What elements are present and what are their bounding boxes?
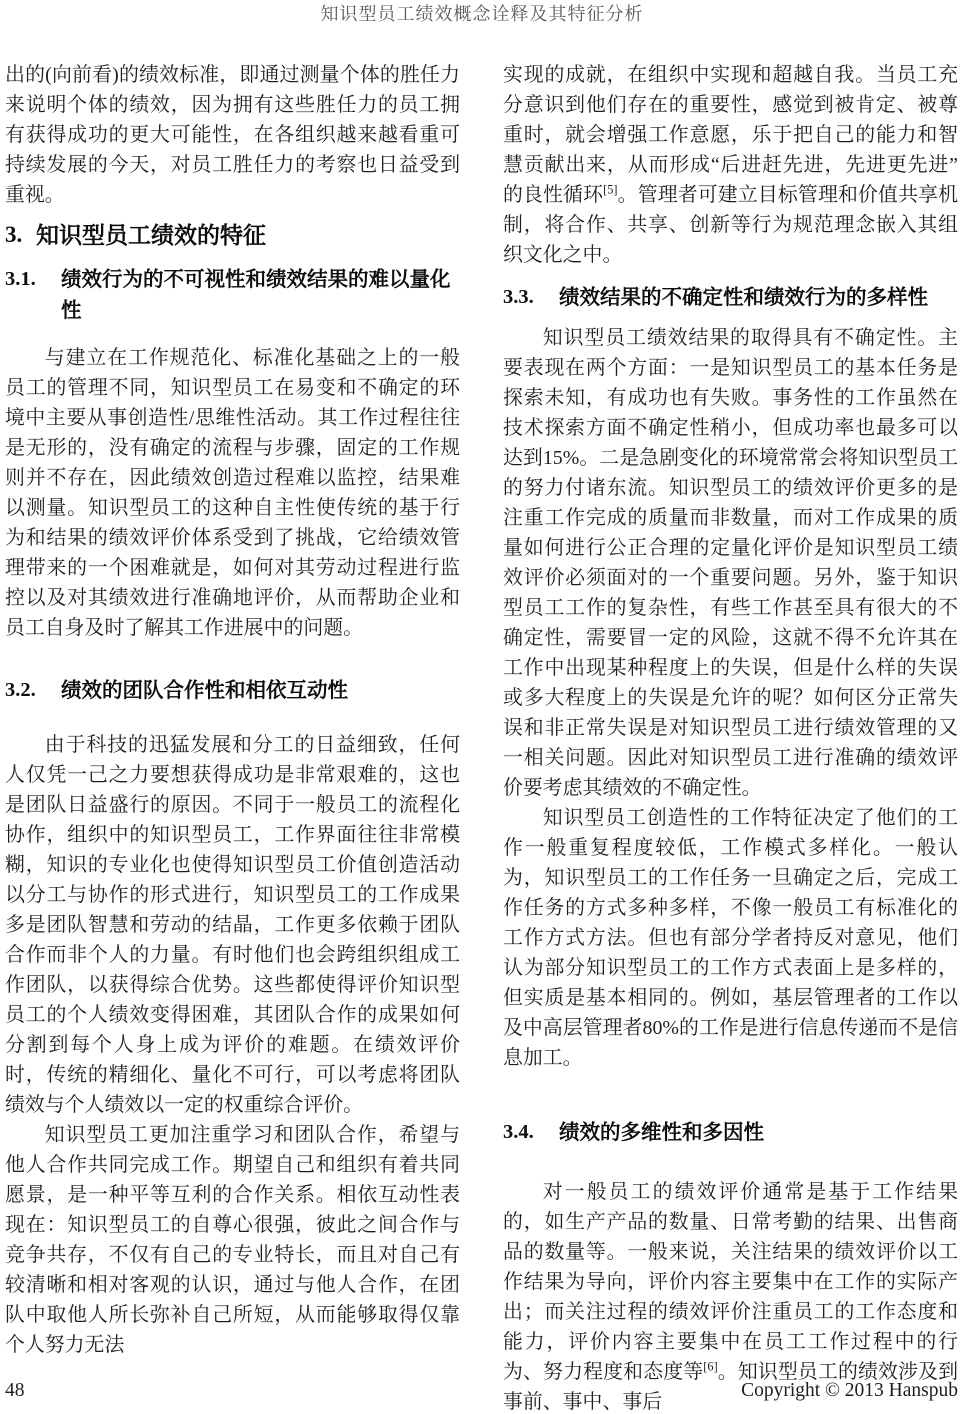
page-footer [5, 1380, 958, 1402]
right-column [503, 60, 958, 1414]
section-number: 3. [5, 222, 23, 247]
paragraph-3-2-second: 知识型员工更加注重学习和团队合作，希望与他人合作共同完成工作。期望自己和组织有着共同愿景，是一种平等互利的合作关系。相依互动性表现在：知识型员工的自尊心很强，彼此之间合作与竞争共存，不仅有自己的专业特长，而且对自己有较清晰和相对客观的认识，通过与他人合作，在团队中取他人所长弥补自己所短，从而能够取得仅靠个人努力无法 [5, 1124, 460, 1356]
running-header-title: 知识型员工绩效概念诠释及其特征分析 [320, 4, 644, 24]
page-number: 48 [5, 1380, 25, 1401]
subsection-title: 绩效的团队合作性和相依互动性 [61, 679, 348, 702]
copyright-notice: Copyright © 2013 Hanspub [741, 1380, 958, 1401]
left-column [5, 60, 460, 1414]
paragraph-3-3-second: 知识型员工创造性的工作特征决定了他们的工作一般重复程度较低，工作模式多样化。一般认为，知识型员工的工作任务一旦确定之后，完成工作任务的方式多种多样，不像一般员工有标准化的工作方式方法。但也有部分学者持反对意见，他们认为部分知识型员工的工作方式表面上是多样的，但实质是基本相同的。例如，基层管理者的工作以及中高层管理者80%的工作是进行信息传递而不是信息加工。 [503, 807, 958, 1069]
paragraph-3-1: 与建立在工作规范化、标准化基础之上的一般员工的管理不同，知识型员工在易变和不确定的环境中主要从事创造性/思维性活动。其工作过程往往是无形的，没有确定的流程与步骤，固定的工作规则并不存在，因此绩效创造过程难以监控，结果难以测量。知识型员工的这种自主性使传统的基于行为和结果的绩效评价体系受到了挑战，它给绩效管理带来的一个困难就是，如何对其劳动过程进行监控以及对其绩效进行准确地评价，从而帮助企业和员工自身及时了解其工作进展中的问题。 [5, 347, 460, 639]
subsection-heading-3-2 [5, 675, 460, 706]
subsection-heading-3-3 [503, 282, 958, 313]
subsection-title: 绩效行为的不可视性和绩效结果的难以量化性 [61, 268, 451, 322]
subsection-number: 3.3. [503, 286, 534, 308]
content-columns [0, 60, 964, 1414]
paragraph-3-2-first: 由于科技的迅猛发展和分工的日益细致，任何人仅凭一己之力要想获得成功是非常艰难的，这也是团队日益盛行的原因。不同于一般员工的流程化协作，组织中的知识型员工，工作界面往往非常模糊，知识的专业化也使得知识型员工价值创造活动以分工与协作的形式进行，知识型员工的工作成果多是团队智慧和劳动的结晶，工作更多依赖于团队合作而非个人的力量。有时他们也会跨组织组成工作团队，以获得综合优势。这些都使得评价知识型员工的个人绩效变得困难，其团队合作的成果如何分割到每个人身上成为评价的难题。在绩效评价时，传统的精细化、量化不可行，可以考虑将团队绩效与个人绩效以一定的权重综合评价。 [5, 734, 460, 1116]
running-header [0, 0, 964, 25]
paragraph-continued-from-previous-page: 出的(向前看)的绩效标准，即通过测量个体的胜任力来说明个体的绩效，因为拥有这些胜任力的员工拥有获得成功的更大可能性，在各组织越来越看重可持续发展的今天，对员工胜任力的考察也日益受到重视。 [5, 64, 460, 206]
subsection-number: 3.4. [503, 1121, 534, 1143]
subsection-heading-3-1 [5, 264, 460, 326]
subsection-heading-3-4 [503, 1117, 958, 1148]
subsection-number: 3.1. [5, 268, 36, 290]
paragraph-3-4: 对一般员工的绩效评价通常是基于工作结果的，如生产产品的数量、日常考勤的结果、出售商品的数量等。一般来说，关注结果的绩效评价以工作结果为导向，评价内容主要集中在工作的实际产出；而关注过程的绩效评价注重员工的工作态度和能力，评价内容主要集中在员工工作过程中的行为、努力程度和态度等[6]。知识型员工的绩效涉及到事前、事中、事后 [503, 1181, 959, 1413]
paragraph-continued-from-left-column: 实现的成就，在组织中实现和超越自我。当员工充分意识到他们存在的重要性，感觉到被肯定、被尊重时，就会增强工作意愿，乐于把自己的能力和智慧贡献出来，从而形成“后进赶先进，先进更先进”的良性循环[5]。管理者可建立目标管理和价值共享机制，将合作、共享、创新等行为规范理念嵌入其组织文化之中。 [503, 64, 959, 266]
paragraph-3-3-first: 知识型员工绩效结果的取得具有不确定性。主要表现在两个方面：一是知识型员工的基本任务是探索未知，有成功也有失败。事务性的工作虽然在技术探索方面不确定性稍小，但成功率也最多可以达到15%。二是急剧变化的环境常常会将知识型员工的努力付诸东流。知识型员工的绩效评价更多的是注重工作完成的质量而非数量，而对工作成果的质量如何进行公正合理的定量化评价是知识型员工绩效评价必须面对的一个重要问题。另外，鉴于知识型员工工作的复杂性，有些工作甚至具有很大的不确定性，需要冒一定的风险，这就不得不允许其在工作中出现某种程度上的失误，但是什么样的失误或多大程度上的失误是允许的呢？如何区分正常失误和非正常失误是对知识型员工进行绩效管理的又一相关问题。因此对知识型员工进行准确的绩效评价要考虑其绩效的不确定性。 [503, 327, 958, 799]
section-heading-3 [5, 220, 460, 250]
subsection-title: 绩效的多维性和多因性 [559, 1121, 764, 1144]
section-title: 知识型员工绩效的特征 [36, 222, 266, 248]
subsection-title: 绩效结果的不确定性和绩效行为的多样性 [559, 286, 928, 309]
subsection-number: 3.2. [5, 679, 36, 701]
